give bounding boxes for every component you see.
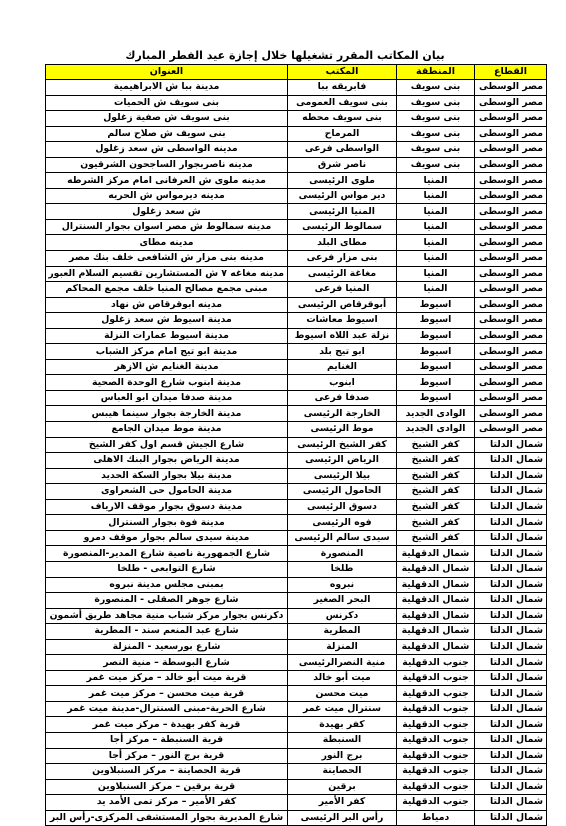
table-row [46, 390, 547, 406]
office-cell: المرماح [288, 126, 397, 142]
header-sector: القطاع [475, 65, 547, 80]
offices-table [45, 64, 547, 826]
page-title: بيان المكاتب المقرر تشغيلها خلال إجازة عيد الفطر المبارك [125, 49, 445, 62]
table-row [46, 282, 547, 298]
table-row [46, 173, 547, 189]
address-cell: مدينه مغاغه ٧ ش المستشارين تقسيم السلام العبور [46, 266, 288, 282]
table-row [46, 732, 547, 748]
address-cell: مدينه بنى مزار ش الشافعى خلف بنك مصر [46, 251, 288, 267]
sector-cell: شمال الدلتا [475, 624, 547, 640]
office-cell: موط الرئيسى [288, 422, 397, 438]
region-cell: جنوب الدقهلية [397, 655, 475, 671]
table-row [46, 235, 547, 251]
table-row [46, 499, 547, 515]
address-cell: قرية برقين – مركز السنبلاوين [46, 779, 288, 795]
address-cell: مدينه ديرمواس ش الحريه [46, 188, 288, 204]
sector-cell: شمال الدلتا [475, 546, 547, 562]
table-row [46, 344, 547, 360]
sector-cell: شمال الدلتا [475, 655, 547, 671]
table-row [46, 701, 547, 717]
table-row [46, 80, 547, 96]
sector-cell: شمال الدلتا [475, 577, 547, 593]
sector-cell: مصر الوسطى [475, 344, 547, 360]
office-cell: الحصاينة [288, 764, 397, 780]
table-row [46, 422, 547, 438]
region-cell: المنيا [397, 204, 475, 220]
sector-cell: شمال الدلتا [475, 810, 547, 826]
sector-cell: شمال الدلتا [475, 748, 547, 764]
address-cell: شارع الجمهورية ناصية شارع المدير-المنصورة [46, 546, 288, 562]
table-row [46, 686, 547, 702]
sector-cell: شمال الدلتا [475, 593, 547, 609]
table-row [46, 95, 547, 111]
sector-cell: شمال الدلتا [475, 779, 547, 795]
office-cell: الخارجة الرئيسى [288, 406, 397, 422]
region-cell: دمياط [397, 810, 475, 826]
office-cell: المنيا فرعى [288, 282, 397, 298]
region-cell: المنيا [397, 251, 475, 267]
region-cell: جنوب الدقهلية [397, 795, 475, 811]
office-cell: مغاغة الرئيسى [288, 266, 397, 282]
address-cell: شارع الحرية-مبنى السنترال-مدينة ميت غمر [46, 701, 288, 717]
sector-cell: شمال الدلتا [475, 484, 547, 500]
table-row [46, 266, 547, 282]
region-cell: كفر الشيخ [397, 468, 475, 484]
sector-cell: شمال الدلتا [475, 670, 547, 686]
address-cell: مدينة صدفا ميدان ابو العباس [46, 390, 288, 406]
sector-cell: مصر الوسطى [475, 390, 547, 406]
address-cell: مدينة ابو تيج امام مركز الشباب [46, 344, 288, 360]
sector-cell: شمال الدلتا [475, 686, 547, 702]
address-cell: قرية السنبطة – مركز أجا [46, 732, 288, 748]
region-cell: اسيوط [397, 313, 475, 329]
table-row [46, 297, 547, 313]
table-row [46, 639, 547, 655]
address-cell: كفر الأمير – مركز تمى الأمد يد [46, 795, 288, 811]
address-cell: ش سعد زغلول [46, 204, 288, 220]
office-cell: نزلة عبد اللاه اسيوط [288, 328, 397, 344]
table-row [46, 375, 547, 391]
address-cell: بنى سويف ش صلاح سالم [46, 126, 288, 142]
header-region: المنطقة [397, 65, 475, 80]
region-cell: بنى سويف [397, 80, 475, 96]
region-cell: اسيوط [397, 359, 475, 375]
region-cell: بنى سويف [397, 111, 475, 127]
region-cell: جنوب الدقهلية [397, 779, 475, 795]
region-cell: كفر الشيخ [397, 499, 475, 515]
table-row [46, 764, 547, 780]
address-cell: مدينة اسيوط عمارات النزلة [46, 328, 288, 344]
region-cell: شمال الدقهلية [397, 639, 475, 655]
table-row [46, 795, 547, 811]
address-cell: مدينة فوة بجوار السنترال [46, 515, 288, 531]
sector-cell: مصر الوسطى [475, 266, 547, 282]
address-cell: قرية برج النور – مركز أجا [46, 748, 288, 764]
office-cell: بيلا الرئيسى [288, 468, 397, 484]
address-cell: مدينة اسيوط ش سعد زغلول [46, 313, 288, 329]
sector-cell: مصر الوسطى [475, 297, 547, 313]
address-cell: قرية كفر بهيدة – مركز ميت غمر [46, 717, 288, 733]
header-office: المكتب [288, 65, 397, 80]
address-cell: مدينه سمالوط ش مصر اسوان بجوار السنترال [46, 219, 288, 235]
sector-cell: شمال الدلتا [475, 437, 547, 453]
address-cell: مدينه ملوى ش العرفانى امام مركز الشرطه [46, 173, 288, 189]
table-row [46, 779, 547, 795]
sector-cell: مصر الوسطى [475, 80, 547, 96]
sector-cell: مصر الوسطى [475, 375, 547, 391]
sector-cell: شمال الدلتا [475, 732, 547, 748]
region-cell: شمال الدقهلية [397, 577, 475, 593]
address-cell: بمبنى مجلس مدينة نبروه [46, 577, 288, 593]
address-cell: بنى سويف ش الحميات [46, 95, 288, 111]
office-cell: الحامول الرئيسى [288, 484, 397, 500]
region-cell: الوادى الجديد [397, 422, 475, 438]
office-cell: ناصر شرق [288, 157, 397, 173]
sector-cell: شمال الدلتا [475, 795, 547, 811]
office-cell: الرياض الرئيسى [288, 453, 397, 469]
table-row [46, 655, 547, 671]
office-cell: المنزلة [288, 639, 397, 655]
office-cell: دير مواس الرئيسى [288, 188, 397, 204]
table-row [46, 468, 547, 484]
sector-cell: مصر الوسطى [475, 219, 547, 235]
region-cell: بنى سويف [397, 142, 475, 158]
office-cell: فابريقه ببا [288, 80, 397, 96]
office-cell: صدفا فرعى [288, 390, 397, 406]
table-row [46, 204, 547, 220]
sector-cell: مصر الوسطى [475, 188, 547, 204]
table-row [46, 561, 547, 577]
office-cell: برج النور [288, 748, 397, 764]
address-cell: شارع جوهر الصقلى - المنصورة [46, 593, 288, 609]
table-row [46, 608, 547, 624]
address-cell: مدينه الواسطى ش سعد زغلول [46, 142, 288, 158]
office-cell: الغنايم [288, 359, 397, 375]
table-row [46, 157, 547, 173]
header-address: العنوان [46, 65, 288, 80]
office-cell: السنبطة [288, 732, 397, 748]
office-cell: برقين [288, 779, 397, 795]
sector-cell: شمال الدلتا [475, 530, 547, 546]
table-row [46, 313, 547, 329]
office-cell: اسيوط معاشات [288, 313, 397, 329]
table-row [46, 515, 547, 531]
address-cell: شارع بورسعيد - المنزلة [46, 639, 288, 655]
region-cell: شمال الدقهلية [397, 546, 475, 562]
sector-cell: شمال الدلتا [475, 701, 547, 717]
sector-cell: مصر الوسطى [475, 282, 547, 298]
address-cell: مدينة الغنايم ش الازهر [46, 359, 288, 375]
office-cell: ابو تيج بلد [288, 344, 397, 360]
office-cell: ميت أبو خالد [288, 670, 397, 686]
sector-cell: مصر الوسطى [475, 111, 547, 127]
address-cell: دكرنس بجوار مركز شباب منية مجاهد طريق أشمون [46, 608, 288, 624]
address-cell: مدينة ابنوب شارع الوحدة الصحية [46, 375, 288, 391]
address-cell: شارع التوابعى - طلخا [46, 561, 288, 577]
table-row [46, 142, 547, 158]
office-cell: بنى مزار فرعى [288, 251, 397, 267]
region-cell: بنى سويف [397, 157, 475, 173]
office-cell: سيدى سالم الرئيسى [288, 530, 397, 546]
table-row [46, 406, 547, 422]
office-cell: أبوقرقاص الرئيسى [288, 297, 397, 313]
address-cell: شارع الجيش قسم اول كفر الشيخ [46, 437, 288, 453]
office-cell: بنى سويف محطه [288, 111, 397, 127]
table-row [46, 126, 547, 142]
address-cell: قرية ميت محسن – مركز ميت غمر [46, 686, 288, 702]
table-row [46, 530, 547, 546]
sector-cell: مصر الوسطى [475, 204, 547, 220]
table-row [46, 359, 547, 375]
sector-cell: مصر الوسطى [475, 251, 547, 267]
office-cell: ملوى الرئيسى [288, 173, 397, 189]
address-cell: مدينة ببا ش الابراهيمية [46, 80, 288, 96]
table-header-row [46, 65, 547, 80]
office-cell: المنصورة [288, 546, 397, 562]
address-cell: مدينة دسوق بجوار موقف الارياف [46, 499, 288, 515]
address-cell: مدينة موط ميدان الجامع [46, 422, 288, 438]
region-cell: اسيوط [397, 297, 475, 313]
address-cell: مدينة الخارجة بجوار سينما هيبس [46, 406, 288, 422]
sector-cell: شمال الدلتا [475, 515, 547, 531]
table-row [46, 188, 547, 204]
sector-cell: شمال الدلتا [475, 764, 547, 780]
sector-cell: مصر الوسطى [475, 142, 547, 158]
office-cell: المنيا الرئيسى [288, 204, 397, 220]
sector-cell: شمال الدلتا [475, 717, 547, 733]
region-cell: جنوب الدقهلية [397, 764, 475, 780]
region-cell: جنوب الدقهلية [397, 748, 475, 764]
region-cell: شمال الدقهلية [397, 608, 475, 624]
office-cell: نبروه [288, 577, 397, 593]
office-cell: ابنوب [288, 375, 397, 391]
address-cell: مدينة الرياض بجوار البنك الاهلى [46, 453, 288, 469]
office-cell: سمالوط الرئيسى [288, 219, 397, 235]
table-row [46, 810, 547, 826]
address-cell: شارع المديرية بجوار المستشفى المركزى-رأس البر [46, 810, 288, 826]
office-cell: كفر الشيخ الرئيسى [288, 437, 397, 453]
address-cell: مدينه ناصربجوار الساجحون الشرقيون [46, 157, 288, 173]
sector-cell: مصر الوسطى [475, 328, 547, 344]
region-cell: الوادى الجديد [397, 406, 475, 422]
table-row [46, 251, 547, 267]
region-cell: المنيا [397, 235, 475, 251]
region-cell: المنيا [397, 219, 475, 235]
sector-cell: شمال الدلتا [475, 639, 547, 655]
office-cell: دكرنس [288, 608, 397, 624]
sector-cell: شمال الدلتا [475, 608, 547, 624]
sector-cell: مصر الوسطى [475, 235, 547, 251]
region-cell: شمال الدقهلية [397, 593, 475, 609]
region-cell: اسيوط [397, 344, 475, 360]
sector-cell: شمال الدلتا [475, 499, 547, 515]
table-row [46, 484, 547, 500]
table-row [46, 111, 547, 127]
address-cell: شارع البوسطة – منية النصر [46, 655, 288, 671]
region-cell: كفر الشيخ [397, 437, 475, 453]
address-cell: مبنى مجمع مصالح المنيا خلف مجمع المحاكم [46, 282, 288, 298]
region-cell: المنيا [397, 282, 475, 298]
address-cell: مدينه ابوقرقاص ش نهاد [46, 297, 288, 313]
address-cell: شارع عبد المنعم سند - المطرية [46, 624, 288, 640]
office-cell: طلخا [288, 561, 397, 577]
sector-cell: مصر الوسطى [475, 422, 547, 438]
region-cell: جنوب الدقهلية [397, 670, 475, 686]
address-cell: قرية الحصاينة – مركز السنبلاوين [46, 764, 288, 780]
office-cell: كفر الأمير [288, 795, 397, 811]
address-cell: قرية ميت أبو خالد – مركز ميت غمر [46, 670, 288, 686]
table-row [46, 577, 547, 593]
sector-cell: مصر الوسطى [475, 359, 547, 375]
region-cell: شمال الدقهلية [397, 561, 475, 577]
table-row [46, 546, 547, 562]
region-cell: المنيا [397, 266, 475, 282]
sector-cell: مصر الوسطى [475, 126, 547, 142]
table-row [46, 328, 547, 344]
table-row [46, 593, 547, 609]
table-row [46, 437, 547, 453]
table-row [46, 453, 547, 469]
region-cell: كفر الشيخ [397, 484, 475, 500]
address-cell: مدينة الحامول حى الشعراوى [46, 484, 288, 500]
table-row [46, 748, 547, 764]
sector-cell: مصر الوسطى [475, 95, 547, 111]
table-row [46, 219, 547, 235]
sector-cell: شمال الدلتا [475, 561, 547, 577]
region-cell: كفر الشيخ [397, 530, 475, 546]
office-cell: البحر الصغير [288, 593, 397, 609]
sector-cell: مصر الوسطى [475, 173, 547, 189]
region-cell: المنيا [397, 188, 475, 204]
table-row [46, 670, 547, 686]
office-cell: دسوق الرئيسى [288, 499, 397, 515]
office-cell: كفر بهيدة [288, 717, 397, 733]
table-row [46, 624, 547, 640]
office-cell: المطرية [288, 624, 397, 640]
sector-cell: مصر الوسطى [475, 313, 547, 329]
table-body [46, 80, 547, 826]
region-cell: شمال الدقهلية [397, 624, 475, 640]
sector-cell: شمال الدلتا [475, 468, 547, 484]
office-cell: بنى سويف العمومى [288, 95, 397, 111]
office-cell: الواسطى فرعى [288, 142, 397, 158]
region-cell: كفر الشيخ [397, 515, 475, 531]
office-cell: فوه الرئيسى [288, 515, 397, 531]
office-cell: منية النصرالرئيسى [288, 655, 397, 671]
region-cell: اسيوط [397, 375, 475, 391]
region-cell: بنى سويف [397, 126, 475, 142]
sector-cell: شمال الدلتا [475, 453, 547, 469]
region-cell: اسيوط [397, 390, 475, 406]
region-cell: اسيوط [397, 328, 475, 344]
office-cell: سنترال ميت غمر [288, 701, 397, 717]
office-cell: ميت محسن [288, 686, 397, 702]
region-cell: جنوب الدقهلية [397, 732, 475, 748]
office-cell: رأس البر الرئيسى [288, 810, 397, 826]
address-cell: بنى سويف ش صفية زغلول [46, 111, 288, 127]
region-cell: جنوب الدقهلية [397, 686, 475, 702]
address-cell: مدينة سيدى سالم بجوار موقف دمرو [46, 530, 288, 546]
region-cell: جنوب الدقهلية [397, 717, 475, 733]
sector-cell: مصر الوسطى [475, 406, 547, 422]
address-cell: مدينه مطاى [46, 235, 288, 251]
sector-cell: مصر الوسطى [475, 157, 547, 173]
region-cell: جنوب الدقهلية [397, 701, 475, 717]
office-cell: مطاى البلد [288, 235, 397, 251]
address-cell: مدينة بيلا بجوار السكة الحديد [46, 468, 288, 484]
region-cell: كفر الشيخ [397, 453, 475, 469]
table-row [46, 717, 547, 733]
region-cell: بنى سويف [397, 95, 475, 111]
region-cell: المنيا [397, 173, 475, 189]
